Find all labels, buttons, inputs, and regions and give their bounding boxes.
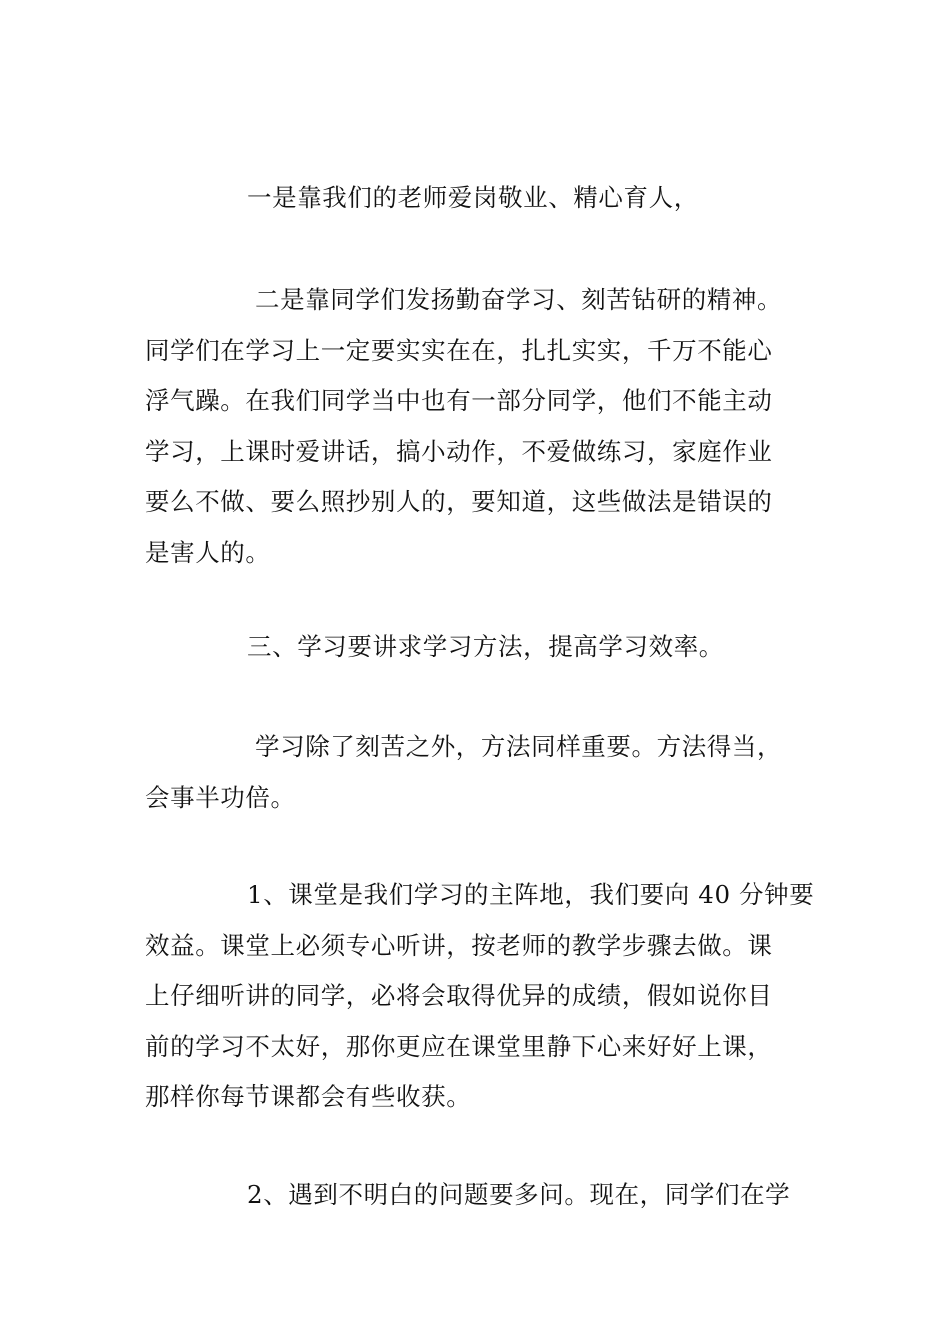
paragraph-line: 三、学习要讲求学习方法，提高学习效率。 — [247, 632, 724, 661]
paragraph-students-spirit — [145, 275, 810, 578]
paragraph-line: 学习，上课时爱讲话，搞小动作，不爱做练习，家庭作业 — [145, 436, 773, 466]
paragraph-line: 上仔细听讲的同学，必将会取得优异的成绩，假如说你目 — [145, 981, 773, 1010]
paragraph-line: 会事半功倍。 — [145, 782, 296, 812]
paragraph-teachers — [145, 173, 810, 224]
paragraph-line: 效益。课堂上必须专心听讲，按老师的教学步骤去做。课 — [145, 930, 773, 960]
paragraph-line: 1、课堂是我们学习的主阵地，我们要向 40 分钟要 — [247, 880, 815, 909]
paragraph-line: 是害人的。 — [145, 537, 271, 567]
paragraph-line: 2、遇到不明白的问题要多问。现在，同学们在学 — [247, 1180, 791, 1209]
paragraph-line: 前的学习不太好，那你更应在课堂里静下心来好好上课， — [145, 1031, 773, 1061]
paragraph-line: 要么不做、要么照抄别人的，要知道，这些做法是错误的 — [145, 487, 773, 516]
paragraph-line: 同学们在学习上一定要实实在在，扎扎实实，千万不能心 — [145, 335, 773, 365]
paragraph-line: 学习除了刻苦之外，方法同样重要。方法得当， — [255, 732, 783, 761]
paragraph-method-importance — [145, 722, 810, 823]
paragraph-line: 那样你每节课都会有些收获。 — [145, 1082, 472, 1111]
paragraph-line: 一是靠我们的老师爱岗敬业、精心育人， — [247, 183, 699, 212]
paragraph-line: 浮气躁。在我们同学当中也有一部分同学，他们不能主动 — [145, 386, 773, 415]
paragraph-point-2-questions — [145, 1170, 810, 1221]
paragraph-point-1-classroom — [145, 870, 815, 1123]
paragraph-line: 二是靠同学们发扬勤奋学习、刻苦钻研的精神。 — [255, 285, 783, 314]
section-heading-methods — [145, 622, 810, 673]
